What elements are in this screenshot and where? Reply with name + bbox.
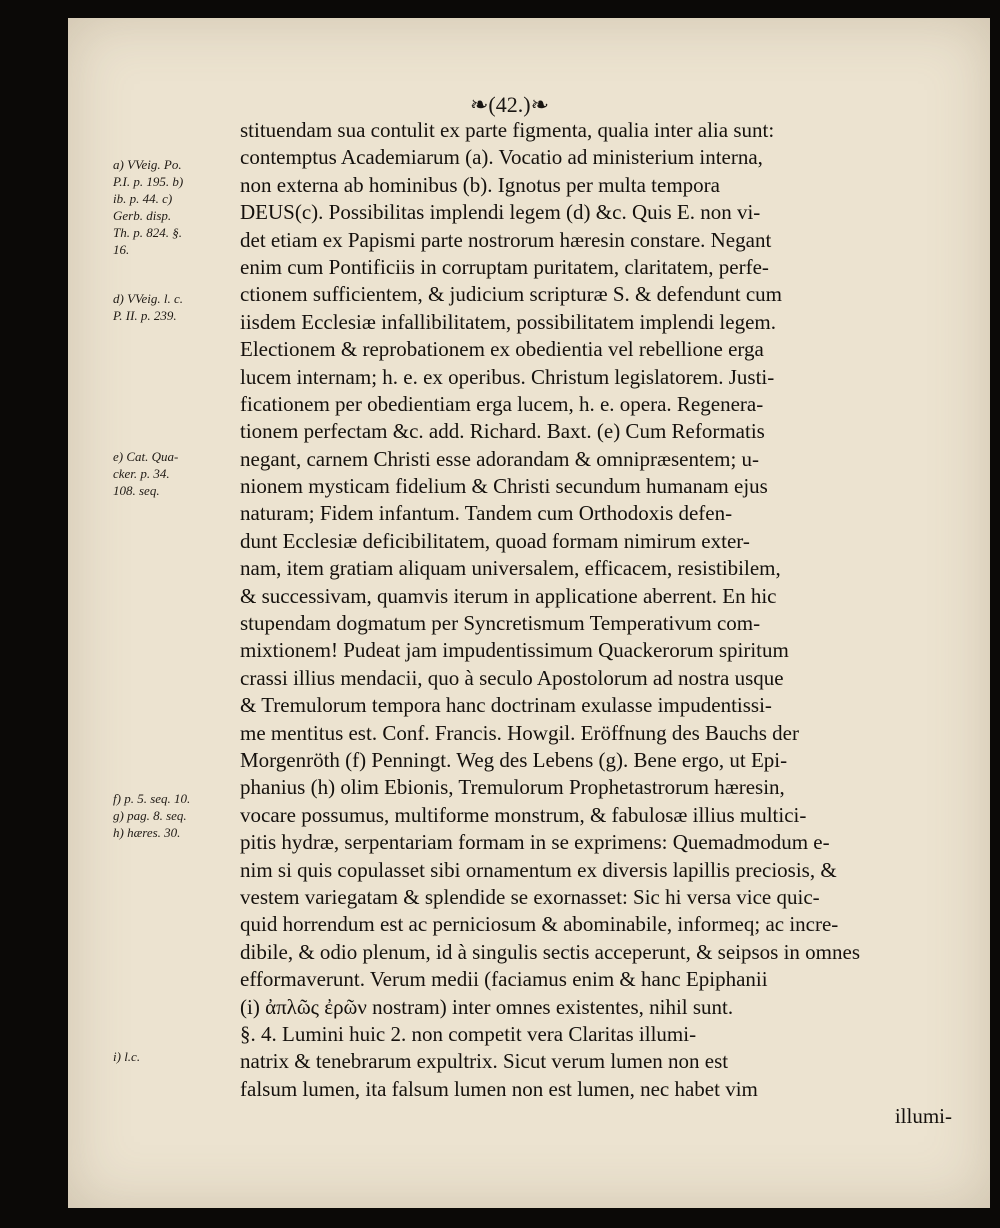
margin-note-line: f) p. 5. seq. 10. <box>113 791 191 806</box>
margin-note-line: cker. p. 34. <box>113 466 170 481</box>
text-line: naturam; Fidem infantum. Tandem cum Orthodoxis defen- <box>240 501 733 526</box>
text-line: dibile, & odio plenum, id à singulis sectis acceperunt, & seipsos in omnes <box>240 939 860 964</box>
margin-note-line: i) l.c. <box>113 1049 141 1064</box>
text-line: & Tremulorum tempora hanc doctrinam exulasse impudentissi- <box>240 693 772 718</box>
margin-note-line: Th. p. 824. §. <box>113 225 182 240</box>
catchword: illumi- <box>894 1104 952 1129</box>
text-line: falsum lumen, ita falsum lumen non est lumen, nec habet vim <box>240 1076 758 1101</box>
text-line: crassi illius mendacii, quo à seculo Apostolorum ad nostra usque <box>240 665 784 690</box>
margin-note-line: 108. seq. <box>113 483 160 498</box>
text-line: pitis hydræ, serpentariam formam in se exprimens: Quemadmodum e- <box>240 830 830 855</box>
text-line: non externa ab hominibus (b). Ignotus per multa tempora <box>240 172 720 197</box>
margin-note-line: Gerb. disp. <box>113 208 172 223</box>
margin-note-line: P.I. p. 195. b) <box>113 174 184 189</box>
margin-note <box>113 1048 243 1065</box>
text-line: natrix & tenebrarum expultrix. Sicut verum lumen non est <box>240 1049 729 1074</box>
text-line: negant, carnem Christi esse adorandam & omnipræsentem; u- <box>240 446 760 471</box>
text-line: me mentitus est. Conf. Francis. Howgil. Eröffnung des Bauchs der <box>240 720 799 745</box>
text-line: ficationem per obedientiam erga lucem, h. e. opera. Regenera- <box>240 391 764 416</box>
margin-note <box>113 790 243 841</box>
text-line: iisdem Ecclesiæ infallibilitatem, possibilitatem implendi legem. <box>240 309 776 334</box>
margin-note-line: g) pag. 8. seq. <box>113 808 187 823</box>
text-line: det etiam ex Papismi parte nostrorum hæresin constare. Negant <box>240 227 772 252</box>
text-line: (i) ἀπλῶς ἐρῶν nostram) inter omnes existentes, nihil sunt. <box>240 994 734 1019</box>
text-line: DEUS(c). Possibilitas implendi legem (d) &c. Quis E. non vi- <box>240 200 761 225</box>
text-line: nam, item gratiam aliquam universalem, efficacem, resistibilem, <box>240 556 781 581</box>
text-line: phanius (h) olim Ebionis, Tremulorum Prophetastrorum hæresin, <box>240 775 785 800</box>
main-text <box>240 117 952 1130</box>
text-line: vestem variegatam & splendide se exornasset: Sic hi versa vice quic- <box>240 884 820 909</box>
text-line: Morgenröth (f) Penningt. Weg des Lebens (g). Bene ergo, ut Epi- <box>240 747 788 772</box>
text-line: & successivam, quamvis iterum in applicatione aberrent. En hic <box>240 583 777 608</box>
margin-note <box>113 156 243 258</box>
text-line: vocare possumus, multiforme monstrum, & fabulosæ illius multici- <box>240 802 807 827</box>
text-line: nim si quis copulasset sibi ornamentum ex diversis lapillis preciosis, & <box>240 857 837 882</box>
margin-note-line: h) hæres. 30. <box>113 825 181 840</box>
text-line: stituendam sua contulit ex parte figmenta, qualia inter alia sunt: <box>240 118 775 142</box>
text-line: efformaverunt. Verum medii (faciamus enim & hanc Epiphanii <box>240 967 768 992</box>
text-line: nionem mysticam fidelium & Christi secundum humanam ejus <box>240 474 768 499</box>
page-number-header: ❧(42.)❧ <box>470 92 550 117</box>
margin-note-line: a) VVeig. Po. <box>113 157 182 172</box>
margin-note-line: d) VVeig. l. c. <box>113 291 184 306</box>
margin-note-line: 16. <box>113 242 130 257</box>
text-line: ctionem sufficientem, & judicium scripturæ S. & defendunt cum <box>240 282 783 307</box>
text-line: §. 4. Lumini huic 2. non competit vera Claritas illumi- <box>240 1021 697 1046</box>
margin-note-line: P. II. p. 239. <box>113 308 177 323</box>
margin-note-line: ib. p. 44. c) <box>113 191 173 206</box>
text-line: contemptus Academiarum (a). Vocatio ad ministerium interna, <box>240 145 763 170</box>
text-line: mixtionem! Pudeat jam impudentissimum Quackerorum spiritum <box>240 638 789 663</box>
margin-note <box>113 290 243 324</box>
text-line: lucem internam; h. e. ex operibus. Christum legislatorem. Justi- <box>240 364 775 389</box>
text-line: quid horrendum est ac perniciosum & abominabile, informeq; ac incre- <box>240 912 839 937</box>
margin-note <box>113 448 243 499</box>
margin-note-line: e) Cat. Qua- <box>113 449 179 464</box>
text-line: dunt Ecclesiæ deficibilitatem, quoad formam nimirum exter- <box>240 528 750 553</box>
text-line: Electionem & reprobationem ex obedientia vel rebellione erga <box>240 337 764 362</box>
text-line: enim cum Pontificiis in corruptam puritatem, claritatem, perfe- <box>240 254 769 279</box>
text-line: stupendam dogmatum per Syncretismum Temperativum com- <box>240 611 761 636</box>
text-line: tionem perfectam &c. add. Richard. Baxt. (e) Cum Reformatis <box>240 419 765 444</box>
